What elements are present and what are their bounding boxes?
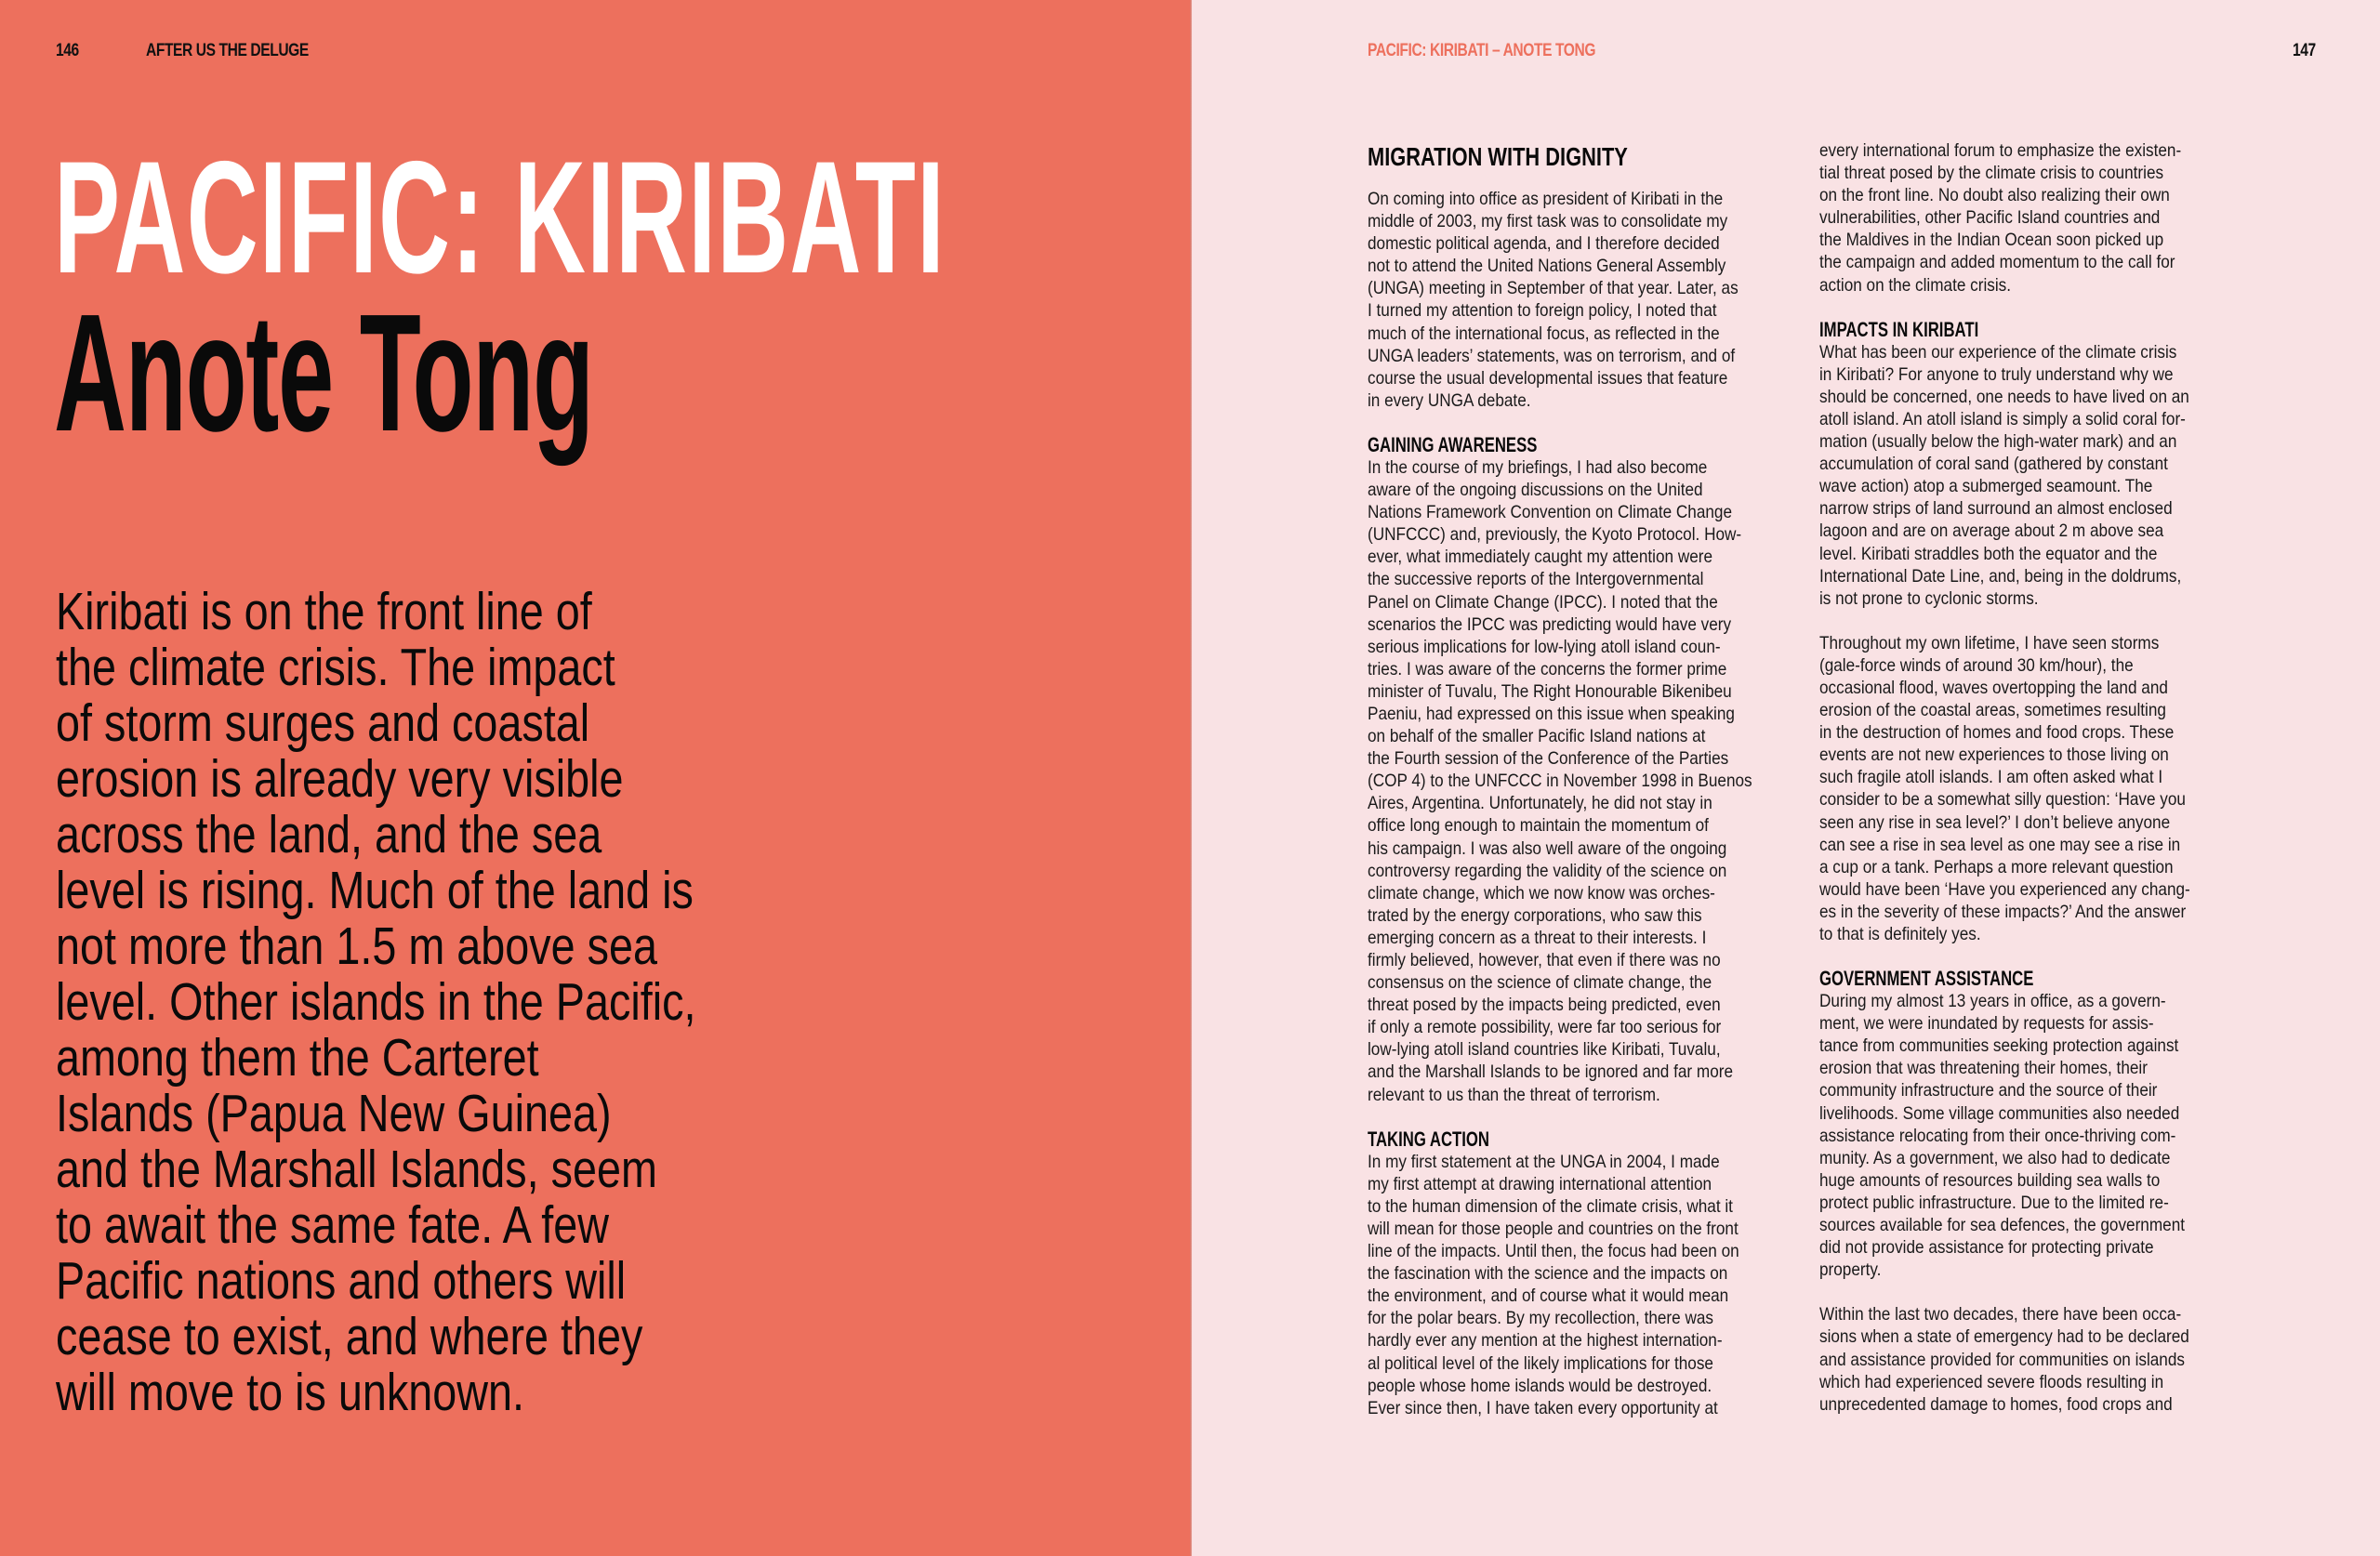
text-line: ever, what immediately caught my attention were — [1368, 547, 1713, 568]
text-line: my first attempt at drawing international attention — [1368, 1173, 1712, 1194]
text-line: for the polar bears. By my recollection, there was — [1368, 1308, 1713, 1329]
pull-quote-line: among them the Carteret — [56, 1028, 539, 1088]
text-line: (UNGA) meeting in September of that year. Later, as — [1368, 278, 1739, 299]
paragraph-gaining-awareness — [1368, 456, 1888, 1106]
running-head-left: AFTER US THE DELUGE — [146, 41, 309, 60]
text-line: unprecedented damage to homes, food crops and — [1819, 1393, 2173, 1415]
text-line: tance from communities seeking protection against — [1819, 1035, 2179, 1057]
text-line: a cup or a tank. Perhaps a more relevant question — [1819, 856, 2174, 877]
author-name: Anote Tong — [54, 280, 593, 467]
pull-quote-line: the climate crisis. The impact — [56, 638, 615, 697]
chapter-title: PACIFIC: KIRIBATI — [54, 128, 946, 307]
text-line: During my almost 13 years in office, as a govern- — [1819, 991, 2166, 1012]
text-line: much of the international focus, as reflected in the — [1368, 323, 1720, 344]
text-line: and assistance provided for communities on islands — [1819, 1349, 2185, 1370]
text-line: the Maldives in the Indian Ocean soon picked up — [1819, 230, 2164, 251]
text-line: low-lying atoll island countries like Kiribati, Tuvalu, — [1368, 1039, 1721, 1061]
text-line: (COP 4) to the UNFCCC in November 1998 in Buenos — [1368, 771, 1752, 792]
text-line: In the course of my briefings, I had also become — [1368, 456, 1708, 478]
text-line: every international forum to emphasize the existen- — [1819, 140, 2182, 161]
text-line: narrow strips of land surround an almost enclosed — [1819, 498, 2173, 520]
text-line: (gale-force winds of around 30 km/hour), the — [1819, 654, 2134, 676]
text-line: serious implications for low-lying atoll island coun- — [1368, 636, 1721, 657]
pull-quote-line: Islands (Papua New Guinea) — [56, 1084, 612, 1143]
text-line: livelihoods. Some village communities also needed — [1819, 1102, 2180, 1124]
text-line: the environment, and of course what it would mean — [1368, 1286, 1729, 1307]
text-line: al political level of the likely implications for those — [1368, 1352, 1713, 1374]
text-line: office long enough to maintain the momentum of — [1368, 815, 1709, 837]
section-heading-government-assistance: GOVERNMENT ASSISTANCE — [1819, 967, 2034, 991]
text-line: UNGA leaders’ statements, was on terrorism, and of — [1368, 345, 1736, 366]
text-line: climate change, which we now know was orches- — [1368, 882, 1715, 903]
text-line: seen any rise in sea level?’ I don’t believe anyone — [1819, 811, 2171, 833]
text-line: vulnerabilities, other Pacific Island countries and — [1819, 207, 2161, 229]
text-line: events are not new experiences to those living on — [1819, 745, 2169, 766]
text-line: people whose home islands would be destroyed. — [1368, 1375, 1712, 1396]
text-line: on the front line. No doubt also realizing their own — [1819, 185, 2170, 206]
section-heading-gaining-awareness: GAINING AWARENESS — [1368, 432, 1538, 456]
text-column-2 — [1819, 139, 2340, 1416]
text-line: lagoon and are on average about 2 m above sea — [1819, 521, 2164, 542]
text-line: sions when a state of emergency had to be declared — [1819, 1326, 2189, 1348]
page-number-right: 147 — [2293, 41, 2316, 60]
text-line: Within the last two decades, there have been occa- — [1819, 1304, 2182, 1325]
paragraph-taking-action — [1368, 1151, 1888, 1419]
text-line: to that is definitely yes. — [1819, 924, 1981, 944]
pull-quote-line: level. Other islands in the Pacific, — [56, 972, 696, 1032]
text-line: if only a remote possibility, were far too serious for — [1368, 1017, 1722, 1038]
text-line: can see a rise in sea level as one may see a rise in — [1819, 834, 2181, 855]
text-line: es in the severity of these impacts?’ And the answer — [1819, 901, 2187, 922]
paragraph-impacts-1 — [1819, 341, 2340, 610]
text-line: relevant to us than the threat of terrorism. — [1368, 1084, 1660, 1105]
pull-quote-line: erosion is already very visible — [56, 749, 624, 809]
pull-quote-line: will move to is unknown. — [56, 1363, 524, 1422]
text-line: Aires, Argentina. Unfortunately, he did not stay in — [1368, 793, 1712, 814]
text-line: in Kiribati? For anyone to truly understand why we — [1819, 363, 2174, 385]
text-line: Nations Framework Convention on Climate Change — [1368, 502, 1733, 523]
text-line: protect public infrastructure. Due to the limited re- — [1819, 1192, 2169, 1213]
text-line: scenarios the IPCC was predicting would have very — [1368, 613, 1732, 635]
text-line: the Fourth session of the Conference of the Parties — [1368, 748, 1729, 770]
text-line: line of the impacts. Until then, the focus had been on — [1368, 1241, 1739, 1262]
text-line: middle of 2003, my first task was to consolidate my — [1368, 211, 1728, 232]
paragraph-impacts-2 — [1819, 632, 2340, 945]
text-line: in every UNGA debate. — [1368, 389, 1531, 411]
text-line: mation (usually below the high-water mark) and an — [1819, 431, 2177, 453]
text-line: occasional flood, waves overtopping the land and — [1819, 677, 2168, 698]
text-line: action on the climate crisis. — [1819, 274, 2012, 296]
paragraph-government-assistance-2 — [1819, 1303, 2340, 1415]
text-line: community infrastructure and the source of their — [1819, 1080, 2158, 1101]
text-line: huge amounts of resources building sea walls to — [1819, 1169, 2161, 1191]
paragraph-government-assistance-1 — [1819, 990, 2340, 1281]
text-line: Ever since then, I have taken every opportunity at — [1368, 1397, 1718, 1418]
pull-quote-line: across the land, and the sea — [56, 805, 602, 864]
page-number-left: 146 — [56, 41, 79, 60]
text-column-1 — [1368, 139, 1888, 1419]
text-line: atoll island. An atoll island is simply a solid coral for- — [1819, 408, 2186, 429]
text-line: I turned my attention to foreign policy, I noted that — [1368, 300, 1717, 322]
text-line: accumulation of coral sand (gathered by constant — [1819, 454, 2168, 475]
text-line: would have been ‘Have you experienced any chang- — [1819, 878, 2190, 900]
text-line: assistance relocating from their once-thriving com- — [1819, 1125, 2176, 1146]
main-heading: MIGRATION WITH DIGNITY — [1368, 142, 1628, 171]
section-heading-taking-action: TAKING ACTION — [1368, 1127, 1489, 1151]
pull-quote-line: Kiribati is on the front line of — [56, 582, 592, 641]
text-line: wave action) atop a submerged seamount. The — [1819, 476, 2153, 497]
text-line: not to attend the United Nations General Assembly — [1368, 256, 1726, 277]
pull-quote-line: and the Marshall Islands, seem — [56, 1140, 657, 1199]
pull-quote-line: level is rising. Much of the land is — [56, 861, 694, 920]
text-line: such fragile atoll islands. I am often asked what I — [1819, 767, 2163, 788]
pull-quote-line: not more than 1.5 m above sea — [56, 916, 657, 976]
text-line: Panel on Climate Change (IPCC). I noted that the — [1368, 591, 1718, 613]
text-line: course the usual developmental issues that feature — [1368, 367, 1728, 389]
text-line: to the human dimension of the climate crisis, what it — [1368, 1195, 1733, 1217]
text-line: consider to be a somewhat silly question: ‘Have you — [1819, 789, 2186, 811]
text-line: should be concerned, one needs to have lived on an — [1819, 386, 2189, 407]
text-line: consensus on the science of climate change, the — [1368, 972, 1712, 994]
text-line: firmly believed, however, that even if there was no — [1368, 950, 1721, 970]
pull-quote-line: to await the same fate. A few — [56, 1195, 609, 1255]
text-line: threat posed by the impacts being predicted, even — [1368, 995, 1721, 1016]
text-line: hardly ever any mention at the highest internation- — [1368, 1330, 1723, 1352]
text-line: munity. As a government, we also had to dedicate — [1819, 1147, 2171, 1168]
text-line: his campaign. I was also well aware of the ongoing — [1368, 837, 1727, 859]
text-line: erosion that was threatening their homes, their — [1819, 1058, 2148, 1079]
text-line: emerging concern as a threat to their interests. I — [1368, 927, 1707, 948]
text-line: minister of Tuvalu, The Right Honourable Bikenibeu — [1368, 680, 1732, 702]
text-line: which had experienced severe floods resulting in — [1819, 1371, 2164, 1392]
text-line: did not provide assistance for protecting private — [1819, 1237, 2154, 1259]
text-line: (UNFCCC) and, previously, the Kyoto Protocol. How- — [1368, 524, 1742, 546]
text-line: level. Kiribati straddles both the equator and the — [1819, 543, 2158, 564]
text-line: the successive reports of the Intergovernmental — [1368, 569, 1704, 590]
text-line: aware of the ongoing discussions on the United — [1368, 480, 1703, 501]
running-head-right: PACIFIC: KIRIBATI – ANOTE TONG — [1368, 41, 1596, 60]
text-line: On coming into office as president of Kiribati in the — [1368, 189, 1724, 209]
text-line: and the Marshall Islands to be ignored and far more — [1368, 1062, 1734, 1083]
text-line: Paeniu, had expressed on this issue when speaking — [1368, 703, 1735, 724]
text-line: tries. I was aware of the concerns the former prime — [1368, 658, 1727, 679]
text-line: on behalf of the smaller Pacific Island nations at — [1368, 726, 1706, 747]
continued-paragraph — [1819, 139, 2340, 297]
text-line: in the destruction of homes and food crops. These — [1819, 722, 2175, 744]
pull-quote — [56, 584, 1123, 1420]
text-line: International Date Line, and, being in the doldrums, — [1819, 565, 2182, 587]
pull-quote-line: cease to exist, and where they — [56, 1307, 643, 1366]
text-line: In my first statement at the UNGA in 2004, I made — [1368, 1151, 1720, 1172]
text-line: sources available for sea defences, the government — [1819, 1215, 2186, 1236]
text-line: is not prone to cyclonic storms. — [1819, 587, 2039, 609]
text-line: controversy regarding the validity of the science on — [1368, 860, 1727, 881]
text-line: ment, we were inundated by requests for assis- — [1819, 1013, 2154, 1035]
text-line: domestic political agenda, and I therefore decided — [1368, 233, 1720, 255]
text-line: the fascination with the science and the impacts on — [1368, 1263, 1728, 1285]
text-line: tial threat posed by the climate crisis to countries — [1819, 163, 2164, 184]
pull-quote-line: Pacific nations and others will — [56, 1251, 627, 1311]
intro-paragraph — [1368, 188, 1888, 412]
text-line: erosion of the coastal areas, sometimes resulting — [1819, 700, 2166, 721]
text-line: Throughout my own lifetime, I have seen storms — [1819, 632, 2160, 653]
section-heading-impacts-in-kiribati: IMPACTS IN KIRIBATI — [1819, 317, 1979, 341]
text-line: will mean for those people and countries on the front — [1368, 1218, 1739, 1239]
text-line: trated by the energy corporations, who saw this — [1368, 904, 1702, 926]
text-line: the campaign and added momentum to the call for — [1819, 252, 2175, 273]
pull-quote-line: of storm surges and coastal — [56, 693, 590, 753]
text-line: What has been our experience of the climate crisis — [1819, 341, 2177, 363]
text-line: property. — [1819, 1259, 1882, 1281]
